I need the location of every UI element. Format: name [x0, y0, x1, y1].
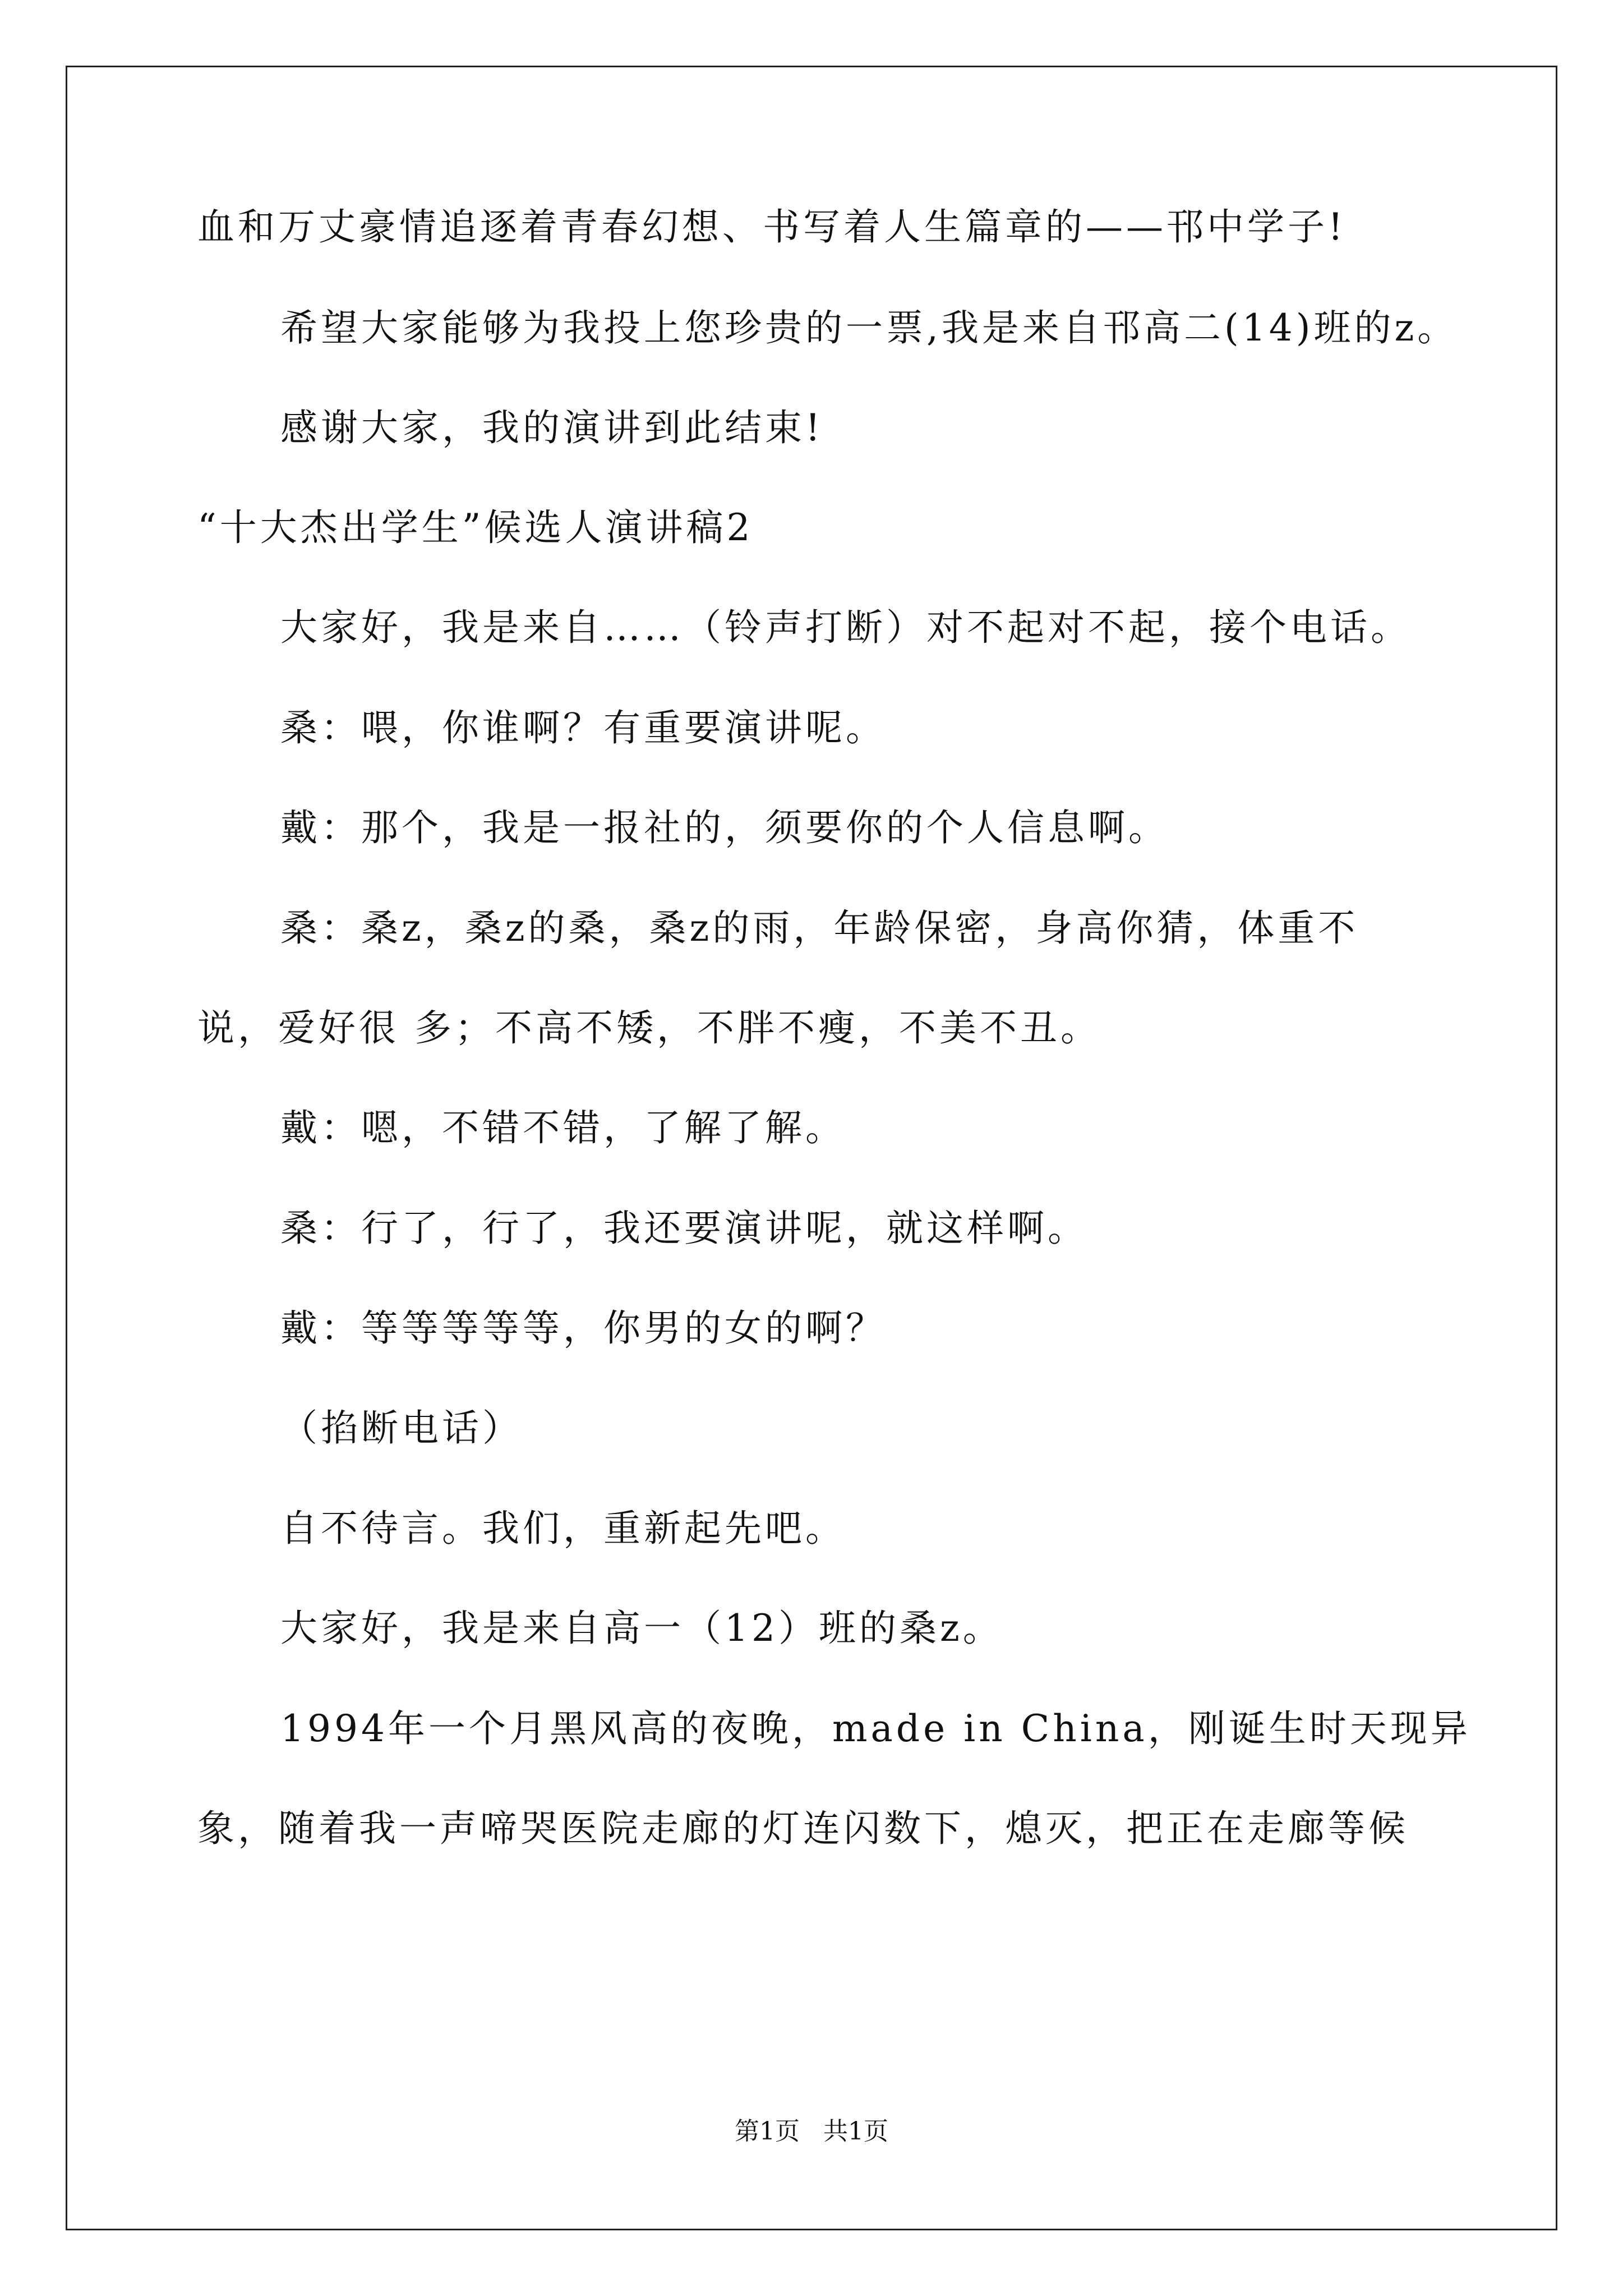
- paragraph: 大家好，我是来自……（铃声打断）对不起对不起，接个电话。: [280, 606, 1411, 649]
- paragraph: 桑：喂，你谁啊？有重要演讲呢。: [280, 706, 886, 749]
- paragraph: 大家好，我是来自高一（12）班的桑z。: [280, 1607, 1003, 1650]
- section-title: “十大杰出学生”候选人演讲稿2: [197, 506, 754, 549]
- paragraph: 戴：嗯，不错不错，了解了解。: [280, 1106, 846, 1149]
- page-number-footer: 第1页 共1页: [735, 2117, 888, 2146]
- paragraph: 希望大家能够为我投上您珍贵的一票,我是来自邗高二(14)班的z。: [280, 306, 1458, 349]
- paragraph: 1994年一个月黑风高的夜晚，made in China，刚诞生时天现异: [280, 1707, 1471, 1750]
- paragraph-continuation: 象，随着我一声啼哭医院走廊的灯连闪数下，熄灭，把正在走廊等候: [197, 1807, 1409, 1850]
- paragraph: 自不待言。我们，重新起先吧。: [280, 1507, 846, 1550]
- paragraph-continuation: 说，爱好很 多；不高不矮，不胖不瘦，不美不丑。: [197, 1006, 1101, 1050]
- paragraph: 戴：等等等等等，你男的女的啊？: [280, 1306, 886, 1350]
- paragraph: 戴：那个，我是一报社的，须要你的个人信息啊。: [280, 806, 1169, 849]
- paragraph-continuation: 血和万丈豪情追逐着青春幻想、书写着人生篇章的——邗中学子!: [197, 205, 1347, 249]
- paragraph: 桑：桑z，桑z的桑，桑z的雨，年龄保密，身高你猜，体重不: [280, 907, 1359, 950]
- paragraph: 桑：行了，行了，我还要演讲呢，就这样啊。: [280, 1207, 1088, 1250]
- paragraph: （掐断电话）: [280, 1406, 523, 1450]
- paragraph: 感谢大家，我的演讲到此结束!: [280, 406, 824, 449]
